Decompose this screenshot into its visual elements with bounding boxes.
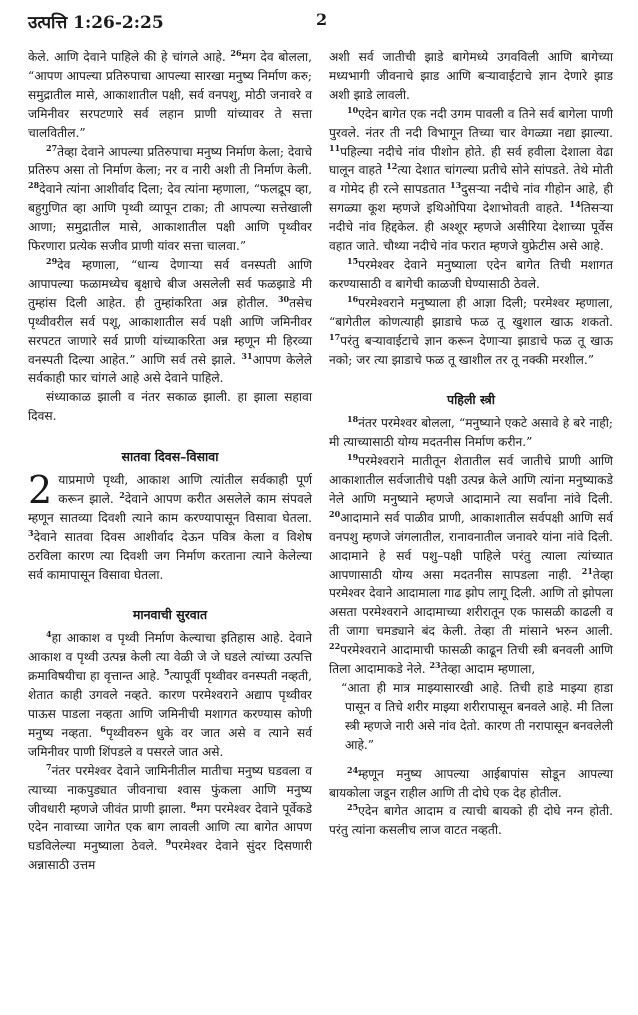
verse-number: 16 xyxy=(347,293,359,304)
paragraph: 2 याप्रमाणे पृथ्वी, आकाश आणि त्यांतील सर्वकाही पूर्ण करून झाले. $^2$देवाने आपण करीत असलेले काम संपवले म्हणून सातव्या दिवशी त्याने काम करण्यापासून विसावा घेतला. $^3$देवाने सातवा दिवस आशीर्वाद देऊन पवित्र केला व विशेष ठरविला कारण त्या दिवशी जग निर्माण करताना त्याने केलेल्या सर्व कामापासून विसावा घेतला. xyxy=(28,468,312,582)
left-column xyxy=(28,48,312,875)
verse-number: 29 xyxy=(46,255,58,266)
paragraph: $^{24}$म्हणून मनुष्य आपल्या आईबापांस सोडून आपल्या बायकोला जडून राहील आणि ती दोघे एक देह होतील. xyxy=(329,764,613,800)
paragraph: $^{15}$परमेश्वर देवाने मनुष्याला एदेन बागेत तिची मशागत करण्यासाठी व बागेची काळजी घेण्यासाठी ठेवले. xyxy=(329,255,613,291)
verse-number: 28 xyxy=(28,180,40,191)
verse-number: 4 xyxy=(46,629,52,640)
verse-number: 15 xyxy=(347,255,359,266)
verse-number: 10 xyxy=(347,104,359,115)
verse-number: 26 xyxy=(230,47,242,58)
verse-number: 18 xyxy=(347,414,359,425)
page-number: 2 xyxy=(316,10,328,29)
section-heading: पहिली स्त्री xyxy=(446,392,496,408)
verse-number: 17 xyxy=(329,331,341,342)
verse-number: 23 xyxy=(429,660,441,671)
verse-number: 8 xyxy=(190,799,197,810)
verse-number: 3 xyxy=(28,527,34,538)
paragraph: केले. आणि देवाने पाहिले की हे चांगले आहे. $^{26}$मग देव बोलला, “आपण आपल्या प्रतिरुपाचा आपल्या सारखा मनुष्य निर्माण करु; समुद्रातील मासे, आकाशातील पक्षी, सर्व वनपशु, मोठी जनावरे व जमिनीवर सरपटणारे सर्व लहान प्राणी यांच्यावर ते सत्ता चालवितील.” xyxy=(28,47,312,140)
verse-number: 9 xyxy=(165,837,172,848)
paragraph: $^4$हा आकाश व पृथ्वी निर्माण केल्याचा इतिहास आहे. देवाने आकाश व पृथ्वी उत्पन्न केली त्या वेळी जे जे घडले त्यांच्या उत्पत्ति क्रमाविषयीचा हा वृत्तान्त आहे. $^5$त्यापूर्वी पृथ्वीवर वनस्पती नव्हती, शेतात काही उगवले नव्हते. कारण परमेश्वराने अद्याप पृथ्वीवर पाऊस पाडला नव्हता आणि जमिनीची मशागत करण्यास कोणी मनुष्य नव्हता. $^6$पृथ्वीवरुन धुके वर जात असे व त्याने सर्व जमिनीवर पाणी शिंपडले व पसरले जात असे. xyxy=(28,629,313,759)
verse-number: 6 xyxy=(100,723,106,734)
verse-number: 25 xyxy=(347,802,359,813)
paragraph: $^{18}$नंतर परमेश्वर बोलला, “मनुष्याने एकटे असावे हे बरे नाही; मी त्याच्यासाठी योग्य मदतनीस निर्माण करीन.” xyxy=(329,414,613,450)
verse-number: 14 xyxy=(569,199,581,210)
verse-number: 31 xyxy=(241,350,253,361)
verse-number: 5 xyxy=(164,667,170,678)
verse-number: 2 xyxy=(119,489,125,500)
paragraph: $^{19}$परमेश्वराने मातीतून शेतातील सर्व जातीचे प्राणी आणि आकाशातील सर्वजातीचे पक्षी उत्पन्न केले आणि त्यांना मनुष्याकडे नेले आणि मनुष्याने म्हणजे आदामाने त्या सर्वांना नांवे दिली. $^{20}$आदामाने सर्व पाळीव प्राणी, आकाशातील सर्वपक्षी आणि सर्व वनपशु म्हणजे जंगलातील, रानावनातील जनावरे यांना नांवे दिली. आदामाने हे सर्व पशु–पक्षी पाहिले परंतु त्याला त्यांच्यात आपणासाठी योग्य असा मदतनीस सापडला नाही. $^{21}$तेव्हा परमेश्वर देवाने आदामाला गाढ झोप लागू दिली. आणि तो झोपला असता परमेश्वराने आदामाच्या शरीरातून एक फासळी काढली व ती जागा चमड्याने बंद केली. तेव्हा ती मांसाने भरुन आली. $^{22}$परमेश्वराने आदामाची फासळी काढून तिची स्त्री बनवली आणि तिला आदामाकडे नेले. $^{23}$तेव्हा आदाम म्हणाला, xyxy=(329,452,613,677)
paragraph: संध्याकाळ झाली व नंतर सकाळ झाली. हा झाला सहावा दिवस. xyxy=(28,390,312,424)
paragraph: $^7$नंतर परमेश्वर देवाने जामिनीतील मातीचा मनुष्य घडवला व त्याच्या नाकपुड्यात जीवनाचा श्वास फुंकला आणि मनुष्य जीवधारी म्हणजे जीवंत प्राणी झाला. $^8$मग परमेश्वर देवाने पूर्वेकडे एदेन नावाच्या जागेत एक बाग लावली आणि त्या बागेत आपण घडविलेल्या मनुष्याला ठेवले. $^9$परमेश्वर देवाने सुंदर दिसणारी अन्नासाठी उत्तम xyxy=(28,761,313,873)
right-column xyxy=(329,48,613,840)
paragraph: $^{29}$देव म्हणाला, “धान्य देणाऱ्या सर्व वनस्पती आणि आपापल्या फळामध्येच बृक्षाचे बीज असलेली सर्व फळझाडे मी तुम्हांस दिली आहेत. ही तुम्हांकरिता अन्न होतील. $^{30}$तसेच पृथ्वीवरील सर्व पशू, आकाशातील सर्व पक्षी आणि जमिनीवर सरपटत जाणारे सर्व प्राणी यांच्याकरिता अन्न म्हणून मी हिरव्या वनस्पती दिल्या आहेत.” आणि सर्व तसे झाले. $^{31}$आपण केलेले सर्वकाही फार चांगले आहे असे देवाने पाहिले. xyxy=(28,255,313,386)
verse-number: 20 xyxy=(329,508,341,519)
poem-block: “आता ही मात्र माझ्यासारखी आहे. तिची हाडे माझ्या हाडा पासून व तिचे शरीर माझ्या शरीरापासून बनवले आहे. मी तिला स्त्री म्हणजे नारी असे नांव देतो. कारण ती नरापासून बनवलेली आहे.” xyxy=(341,681,613,752)
verse-number: 24 xyxy=(347,764,359,775)
paragraph: $^{10}$एदेन बागेत एक नदी उगम पावली व तिने सर्व बागेला पाणी पुरवले. नंतर ती नदी विभागून तिच्या चार वेगळ्या नद्या झाल्या. $^{11}$पहिल्या नदीचे नांव पीशोन होते. ही सर्व हवीला देशाला वेढा घालून वाहते $^{12}$त्या देशात चांगल्या प्रतीचे सोने सांपडते. तेथे मोती व गोमेद ही रत्ने सापडतात $^{13}$दुसऱ्या नदीचे नांव गीहोन आहे, ही सगळ्या कूश म्हणजे इथिओपिया देशाभोवती वाहते. $^{14}$तिसऱ्या नदीचे नांव हिद्दकेल. ही अश्शूर म्हणजे असीरिया देशाच्या पूर्वेस वहात जाते. चौथ्या नदीचे नांव फरात म्हणजे युफ्रेटीस असे आहे. xyxy=(329,104,613,254)
verse-number: 12 xyxy=(386,161,398,172)
verse-number: 11 xyxy=(329,142,341,153)
verse-number: 27 xyxy=(46,142,58,153)
chapter-number: 2 xyxy=(28,468,53,513)
verse-number: 7 xyxy=(46,761,52,772)
paragraph: $^{25}$एदेन बागेत आदाम व त्याची बायको ही दोघे नग्न होती. परंतु त्यांना कसलीच लाज वाटत नव्हती. xyxy=(329,802,613,838)
verse-number: 21 xyxy=(581,565,593,576)
verse-number: 13 xyxy=(450,180,462,191)
verse-number: 22 xyxy=(329,641,341,652)
section-heading: मानवाची सुरवात xyxy=(132,607,208,623)
running-head-reference: उत्पत्ति 1:26-2:25 xyxy=(28,13,164,33)
section-heading: सातवा दिवस–विसावा xyxy=(121,449,219,465)
verse-number: 30 xyxy=(277,293,290,304)
spacer xyxy=(329,755,613,765)
paragraph: अशी सर्व जातीची झाडे बागेमध्ये उगवविली आणि बागेच्या मध्यभागी जीवनाचे झाड आणि बऱ्यावाईटाचे ज्ञान देणारे झाड अशी झाडे लावली. xyxy=(329,50,613,102)
page-header xyxy=(28,8,608,38)
paragraph: $^{27}$तेव्हा देवाने आपल्या प्रतिरुपाचा मनुष्य निर्माण केला; देवाचे प्रतिरुप असा तो निर्माण केला; नर व नारी अशी ती निर्माण केली. $^{28}$देवाने त्यांना आशीर्वाद दिला; देव त्यांना म्हणाला, “फलद्रूप व्हा, बहुगुणित व्हा आणि पृथ्वी व्यापून टाका; ती आपल्या सत्तेखाली आणा; समुद्रातील मासे, आकाशातील पक्षी आणि पृथ्वीवर फिरणारा प्रत्येक सजीव प्राणी यांवर सत्ता चालवा.” xyxy=(28,142,312,254)
paragraph: $^{16}$परमेश्वराने मनुष्याला ही आज्ञा दिली; परमेश्वर म्हणाला, “बागेतील कोणत्याही झाडाचे फळ तू खुशाल खाऊ शकतो. $^{17}$परंतु बऱ्यावाईटाचे ज्ञान करून देणाऱ्या झाडाचे फळ तू खाऊ नको; जर त्या झाडाचे फळ तू खाशील तर तू नक्की मरशील.” xyxy=(329,293,613,367)
verse-number: 19 xyxy=(347,452,359,463)
